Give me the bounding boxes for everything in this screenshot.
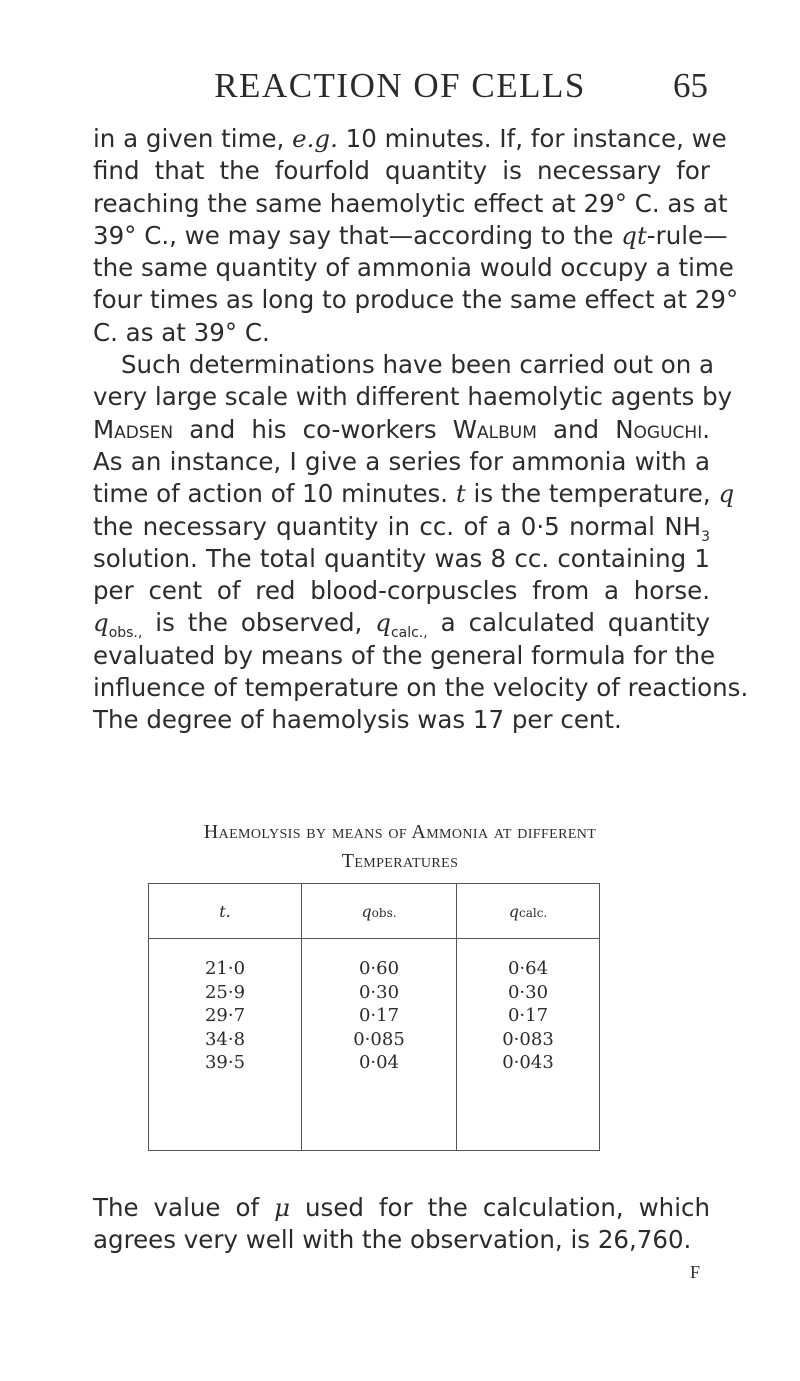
text-line: time of action of 10 minutes. t is the temperature, q bbox=[93, 479, 735, 509]
text-line: evaluated by means of the general formula for the bbox=[93, 640, 716, 670]
column-t bbox=[149, 939, 302, 1151]
text-line: Madsen and his co-workers Walbum and Noguchi. bbox=[93, 414, 710, 444]
table-cell: 0·30 bbox=[507, 981, 549, 1003]
table-cell: 0·30 bbox=[358, 981, 400, 1003]
text-line: $q_{obs.,}$ is the observed, $q_{calc.,}$ a calculated quantity bbox=[93, 608, 711, 642]
table-cell: 0·17 bbox=[507, 1005, 549, 1026]
text-line: Such determinations have been carried out on a bbox=[121, 350, 715, 380]
signature-mark: F bbox=[690, 1262, 701, 1282]
text-line: reaching the same haemolytic effect at 29° C. as at bbox=[93, 188, 728, 218]
text-line: 39° C., we may say that—according to the qt-rule— bbox=[93, 220, 728, 250]
text-line: As an instance, I give a series for ammonia with a bbox=[93, 446, 710, 476]
text-line: four times as long to produce the same effect at 29° bbox=[93, 285, 739, 315]
body-text bbox=[93, 123, 749, 737]
table-cell: 0·64 bbox=[507, 958, 549, 979]
text-line: find that the fourfold quantity is necessary for bbox=[93, 156, 710, 186]
text-line: solution. The total quantity was 8 cc. containing 1 bbox=[93, 543, 710, 573]
text-line: per cent of red blood-corpuscles from a horse. bbox=[93, 576, 710, 606]
running-head: REACTION OF CELLS bbox=[214, 66, 586, 105]
table-cell: 0·60 bbox=[358, 958, 400, 979]
table-cell: 0·04 bbox=[358, 1052, 400, 1073]
text-line: C. as at 39° C. bbox=[93, 317, 270, 347]
table-cell: 25·9 bbox=[204, 981, 246, 1003]
table-cell: 39·5 bbox=[204, 1052, 246, 1073]
column-header-t: t. bbox=[149, 884, 302, 939]
text-line: very large scale with different haemolytic agents by bbox=[93, 382, 733, 412]
text-line: agrees very well with the observation, is 26,760. bbox=[93, 1225, 692, 1255]
column-q-obs bbox=[302, 939, 457, 1151]
text-line: in a given time, e.g. 10 minutes. If, for instance, we bbox=[93, 124, 727, 153]
table-title: Haemolysis by means of Ammonia at different Temperatures bbox=[203, 821, 597, 872]
table-cell: 0·085 bbox=[353, 1028, 405, 1050]
page-number: 65 bbox=[673, 66, 708, 105]
column-q-calc bbox=[457, 939, 600, 1151]
page-header bbox=[0, 62, 800, 112]
data-table bbox=[148, 883, 600, 1151]
text-line: The value of μ used for the calculation, which bbox=[93, 1193, 711, 1222]
column-header-q-calc: qcalc. bbox=[457, 884, 600, 939]
text-line: the same quantity of ammonia would occupy a time bbox=[93, 253, 734, 283]
table-cell: 0·083 bbox=[502, 1028, 554, 1050]
table-cell: 0·17 bbox=[358, 1005, 400, 1026]
table-cell: 21·0 bbox=[204, 958, 246, 979]
text-line: influence of temperature on the velocity of reactions. bbox=[93, 673, 749, 703]
table-cell: 29·7 bbox=[204, 1005, 246, 1026]
closing-text bbox=[93, 1192, 710, 1257]
text-line: the necessary quantity in cc. of a 0·5 normal $NH_3$ bbox=[93, 511, 710, 545]
column-header-q-obs: qobs. bbox=[302, 884, 457, 939]
table-cell: 34·8 bbox=[204, 1028, 246, 1050]
text-line: The degree of haemolysis was 17 per cent. bbox=[93, 705, 622, 735]
table-cell: 0·043 bbox=[502, 1052, 554, 1073]
